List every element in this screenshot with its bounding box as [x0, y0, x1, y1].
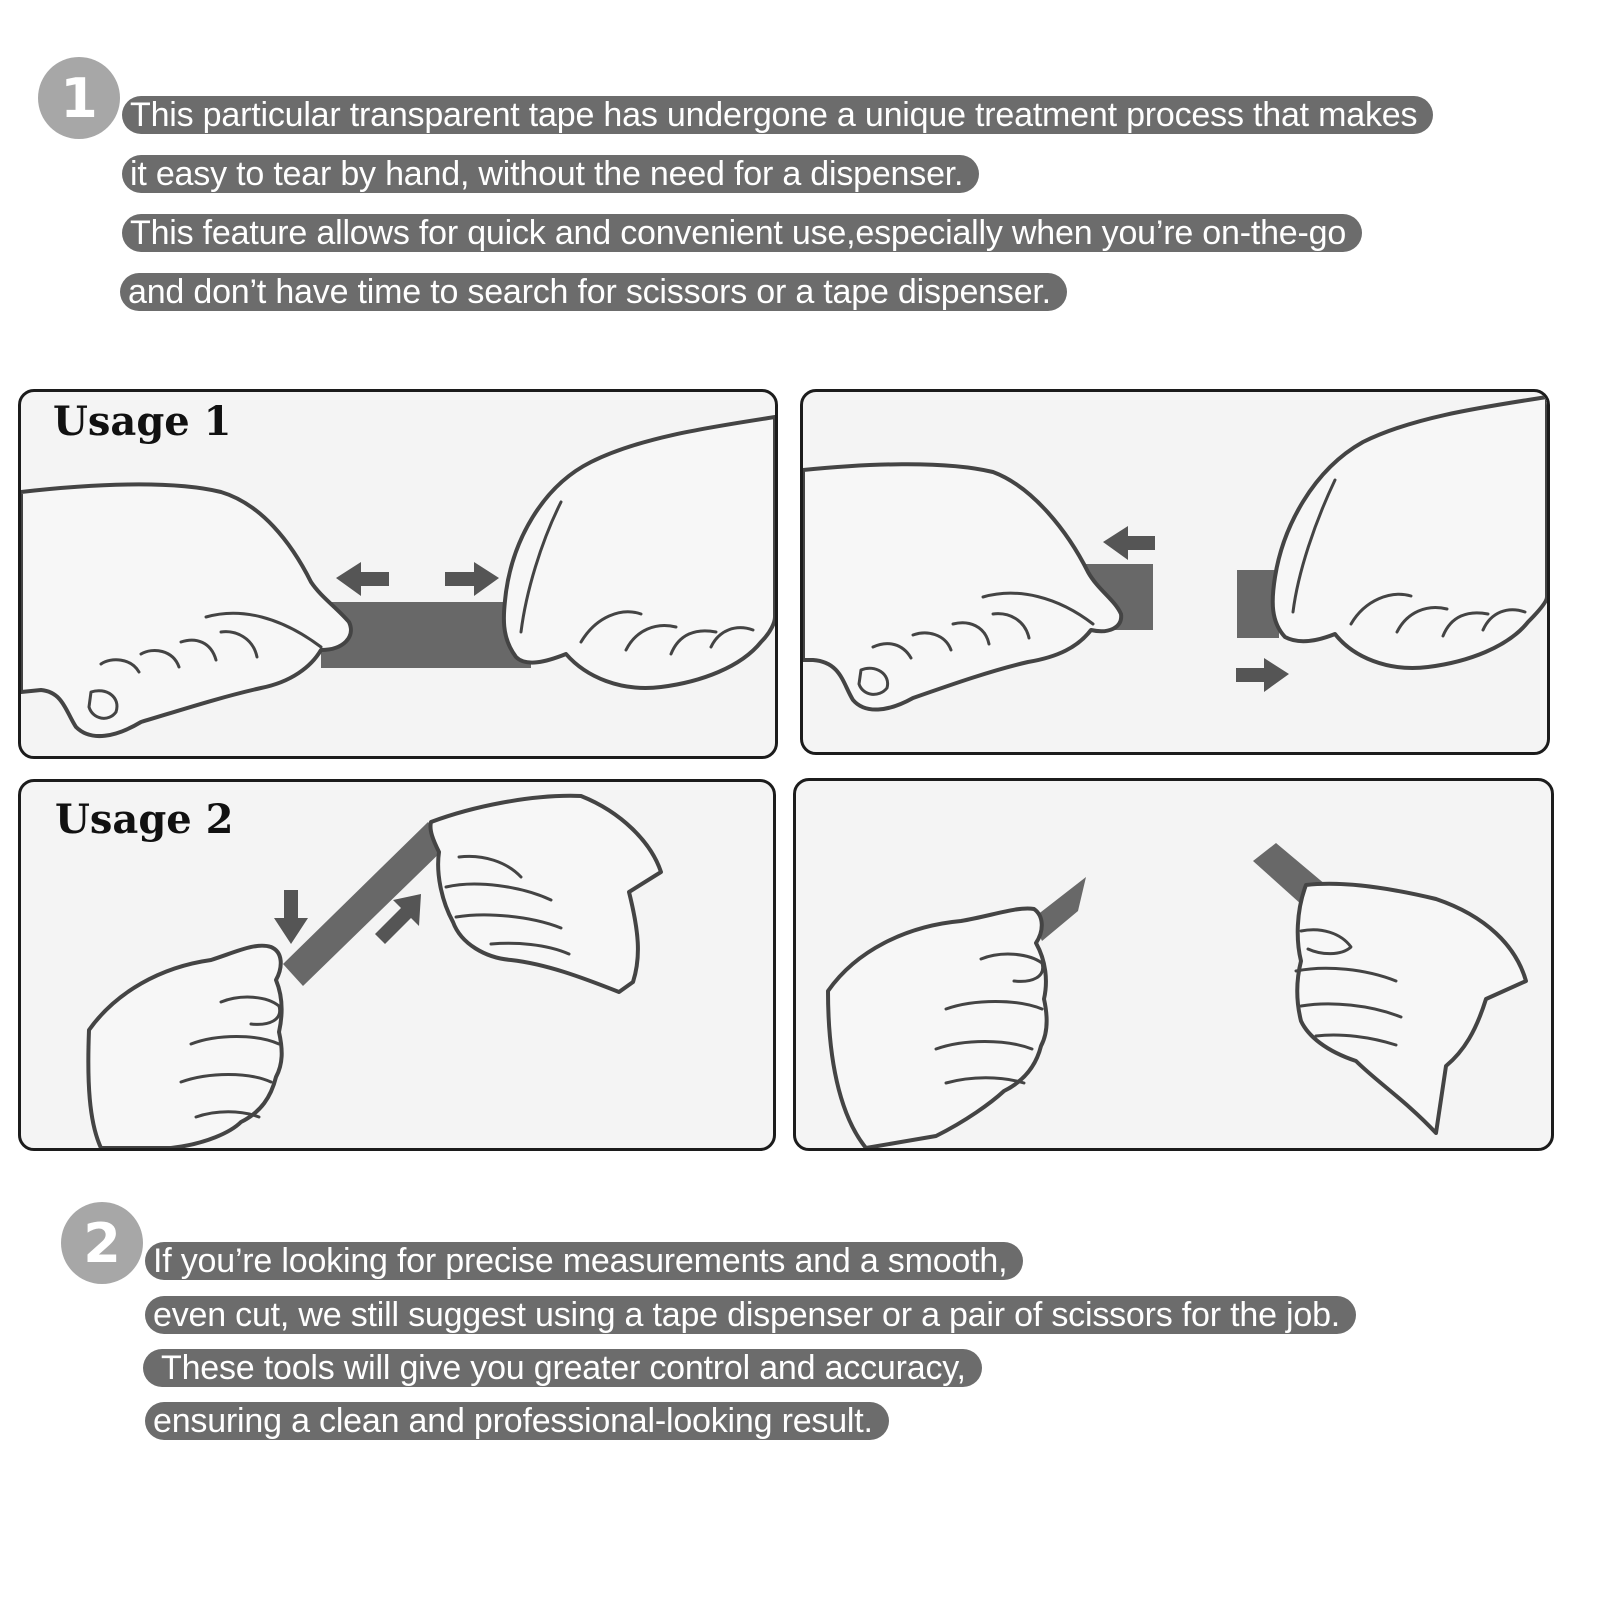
- arrow-right-icon: [445, 562, 499, 596]
- usage-1-label: Usage 1: [53, 398, 232, 445]
- step-1-text-line-2: it easy to tear by hand, without the need for a dispenser.: [122, 155, 979, 193]
- left-hand: [21, 484, 351, 736]
- torn-diagonal-tape-illustration: [796, 781, 1551, 1148]
- usage-2-label: Usage 2: [55, 796, 234, 843]
- step-2-text-line-3: These tools will give you greater control and accuracy,: [143, 1349, 982, 1387]
- arrow-down-icon: [274, 890, 308, 944]
- left-hand: [828, 908, 1047, 1148]
- tape-strip-diagonal: [283, 822, 449, 986]
- right-hand: [1297, 884, 1526, 1133]
- usage-2-panel-torn: [793, 778, 1554, 1151]
- step-2-text-line-4: ensuring a clean and professional-looking result.: [145, 1402, 889, 1440]
- hands-pulling-tape-illustration: [21, 392, 775, 756]
- step-1-text-line-3: This feature allows for quick and convenient use,especially when you’re on-the-go: [122, 214, 1362, 252]
- torn-tape-illustration: [803, 392, 1547, 752]
- usage-2-panel-pull: [18, 779, 776, 1151]
- arrow-left-icon: [1103, 526, 1155, 560]
- step-2-text-line-1: If you’re looking for precise measurements and a smooth,: [145, 1242, 1023, 1280]
- step-1-text-line-4: and don’t have time to search for scissors or a tape dispenser.: [120, 273, 1067, 311]
- left-hand: [88, 946, 281, 1148]
- step-2-badge: 2: [61, 1202, 143, 1284]
- usage-1-panel-torn: [800, 389, 1550, 755]
- usage-1-panel-pull: [18, 389, 778, 759]
- tape-strip: [321, 602, 531, 668]
- step-2-text-line-2: even cut, we still suggest using a tape dispenser or a pair of scissors for the job.: [145, 1296, 1356, 1334]
- left-hand: [803, 464, 1121, 709]
- arrow-right-icon: [1236, 658, 1289, 692]
- arrow-left-icon: [336, 562, 389, 596]
- right-hand: [430, 796, 661, 992]
- right-hand: [504, 417, 775, 688]
- step-1-badge: 1: [38, 57, 120, 139]
- step-1-text-line-1: This particular transparent tape has undergone a unique treatment process that makes: [122, 96, 1433, 134]
